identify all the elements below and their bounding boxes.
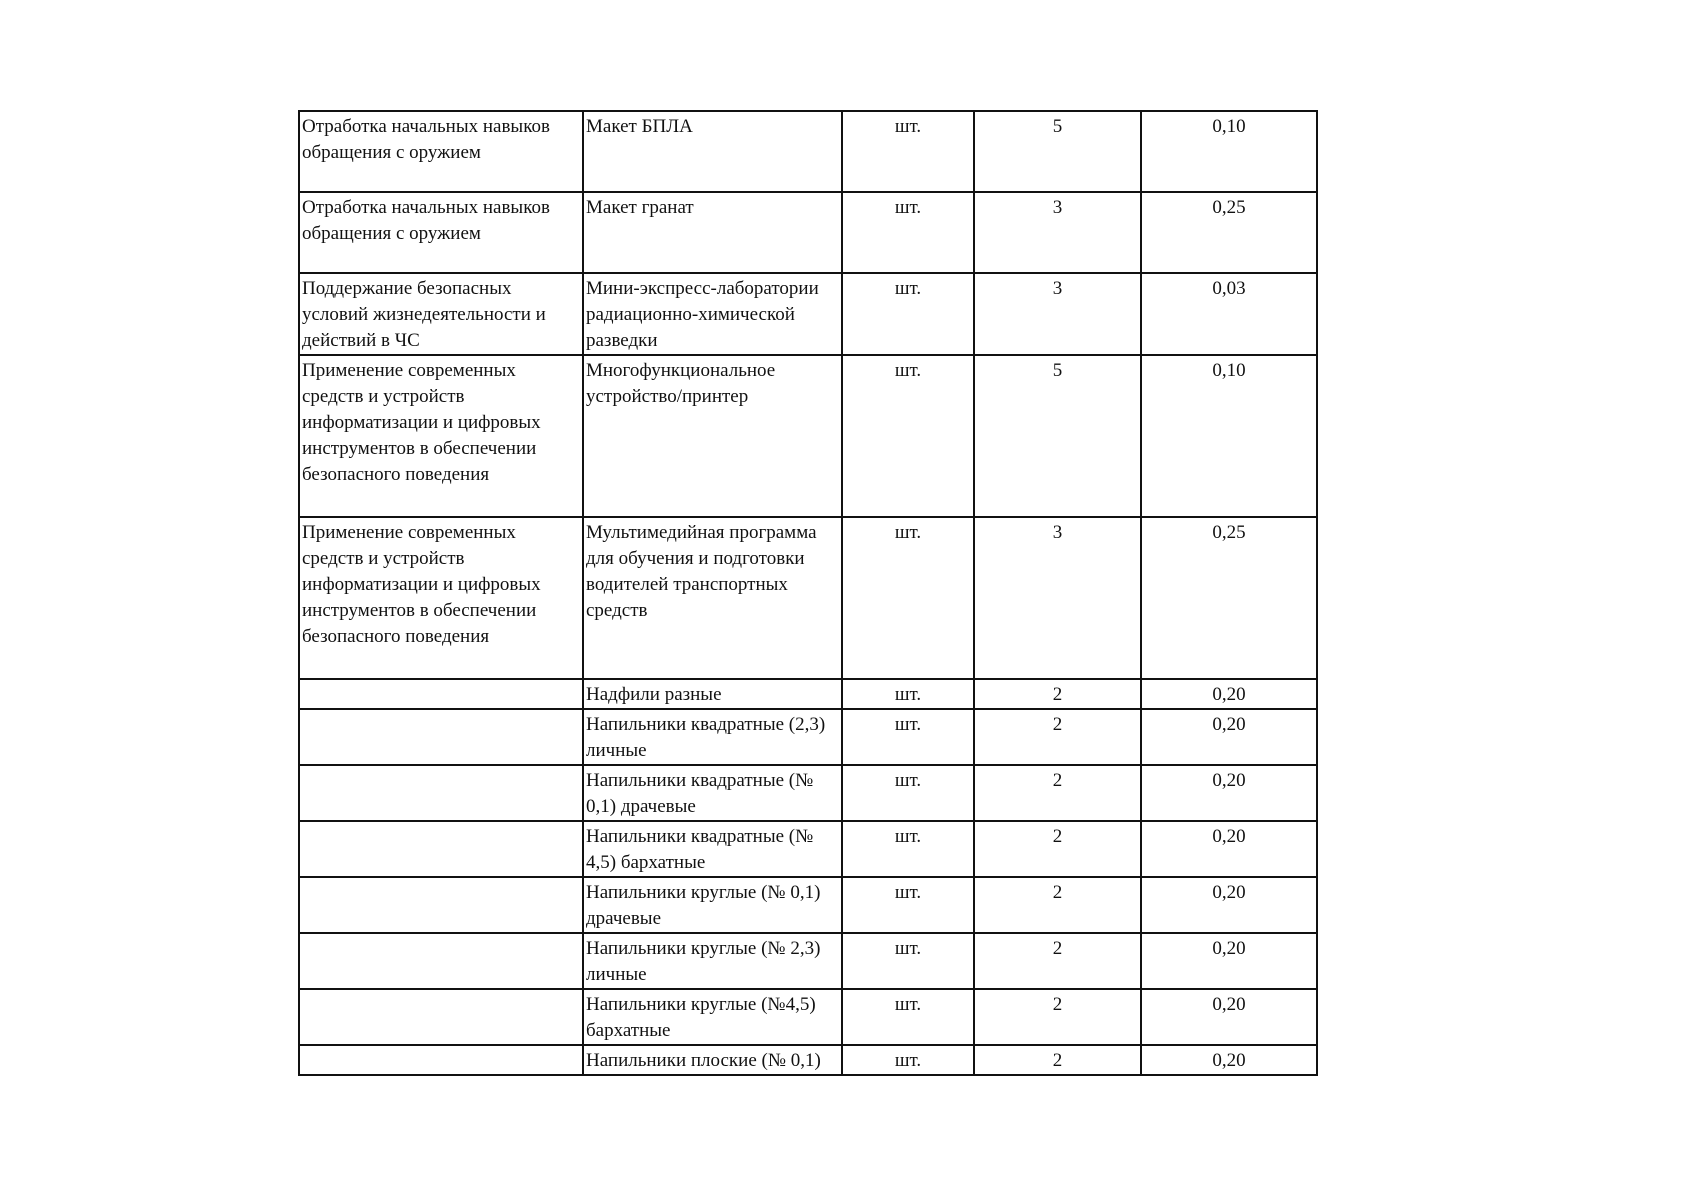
activity-cell xyxy=(299,877,583,933)
table-row xyxy=(299,765,1317,821)
activity-cell xyxy=(299,765,583,821)
quantity-cell: 2 xyxy=(974,765,1141,821)
table-row xyxy=(299,111,1317,192)
activity-cell xyxy=(299,679,583,709)
table-row xyxy=(299,877,1317,933)
coefficient-cell: 0,25 xyxy=(1141,517,1317,679)
quantity-cell: 2 xyxy=(974,709,1141,765)
quantity-cell: 2 xyxy=(974,821,1141,877)
unit-cell: шт. xyxy=(842,877,974,933)
unit-cell: шт. xyxy=(842,765,974,821)
activity-cell xyxy=(299,933,583,989)
quantity-cell: 2 xyxy=(974,877,1141,933)
coefficient-cell: 0,20 xyxy=(1141,1045,1317,1075)
coefficient-cell: 0,20 xyxy=(1141,679,1317,709)
item-name-cell: Напильники круглые (№ 0,1) драчевые xyxy=(583,877,842,933)
item-name-cell: Мини-экспресс-лаборатории радиационно-химической разведки xyxy=(583,273,842,355)
table-row xyxy=(299,821,1317,877)
coefficient-cell: 0,10 xyxy=(1141,111,1317,192)
unit-cell: шт. xyxy=(842,989,974,1045)
table-row xyxy=(299,709,1317,765)
table-row xyxy=(299,192,1317,273)
unit-cell: шт. xyxy=(842,355,974,517)
unit-cell: шт. xyxy=(842,111,974,192)
item-name-cell: Надфили разные xyxy=(583,679,842,709)
quantity-cell: 5 xyxy=(974,355,1141,517)
quantity-cell: 3 xyxy=(974,192,1141,273)
item-name-cell: Макет БПЛА xyxy=(583,111,842,192)
quantity-cell: 5 xyxy=(974,111,1141,192)
activity-cell xyxy=(299,709,583,765)
coefficient-cell: 0,20 xyxy=(1141,709,1317,765)
unit-cell: шт. xyxy=(842,709,974,765)
item-name-cell: Напильники круглые (№ 2,3) личные xyxy=(583,933,842,989)
coefficient-cell: 0,20 xyxy=(1141,877,1317,933)
unit-cell: шт. xyxy=(842,192,974,273)
unit-cell: шт. xyxy=(842,933,974,989)
activity-cell xyxy=(299,1045,583,1075)
unit-cell: шт. xyxy=(842,821,974,877)
table-row xyxy=(299,679,1317,709)
table-row xyxy=(299,355,1317,517)
item-name-cell: Напильники круглые (№4,5) бархатные xyxy=(583,989,842,1045)
coefficient-cell: 0,20 xyxy=(1141,765,1317,821)
table-row xyxy=(299,989,1317,1045)
unit-cell: шт. xyxy=(842,517,974,679)
quantity-cell: 2 xyxy=(974,1045,1141,1075)
activity-cell: Применение современных средств и устройств информатизации и цифровых инструментов в обеспечении безопасного поведения xyxy=(299,517,583,679)
item-name-cell: Напильники квадратные (2,3) личные xyxy=(583,709,842,765)
coefficient-cell: 0,10 xyxy=(1141,355,1317,517)
coefficient-cell: 0,20 xyxy=(1141,989,1317,1045)
unit-cell: шт. xyxy=(842,1045,974,1075)
activity-cell xyxy=(299,821,583,877)
item-name-cell: Многофункциональное устройство/принтер xyxy=(583,355,842,517)
quantity-cell: 3 xyxy=(974,273,1141,355)
quantity-cell: 2 xyxy=(974,989,1141,1045)
table-row xyxy=(299,933,1317,989)
equipment-table xyxy=(298,110,1318,1076)
quantity-cell: 2 xyxy=(974,933,1141,989)
coefficient-cell: 0,20 xyxy=(1141,933,1317,989)
item-name-cell: Макет гранат xyxy=(583,192,842,273)
unit-cell: шт. xyxy=(842,273,974,355)
coefficient-cell: 0,03 xyxy=(1141,273,1317,355)
activity-cell: Отработка начальных навыков обращения с оружием xyxy=(299,192,583,273)
activity-cell: Поддержание безопасных условий жизнедеятельности и действий в ЧС xyxy=(299,273,583,355)
item-name-cell: Мультимедийная программа для обучения и подготовки водителей транспортных средств xyxy=(583,517,842,679)
item-name-cell: Напильники квадратные (№ 0,1) драчевые xyxy=(583,765,842,821)
table-row xyxy=(299,517,1317,679)
item-name-cell: Напильники квадратные (№ 4,5) бархатные xyxy=(583,821,842,877)
activity-cell: Применение современных средств и устройств информатизации и цифровых инструментов в обеспечении безопасного поведения xyxy=(299,355,583,517)
table-row xyxy=(299,1045,1317,1075)
quantity-cell: 3 xyxy=(974,517,1141,679)
activity-cell xyxy=(299,989,583,1045)
activity-cell: Отработка начальных навыков обращения с оружием xyxy=(299,111,583,192)
coefficient-cell: 0,25 xyxy=(1141,192,1317,273)
item-name-cell: Напильники плоские (№ 0,1) xyxy=(583,1045,842,1075)
unit-cell: шт. xyxy=(842,679,974,709)
quantity-cell: 2 xyxy=(974,679,1141,709)
coefficient-cell: 0,20 xyxy=(1141,821,1317,877)
table-row xyxy=(299,273,1317,355)
